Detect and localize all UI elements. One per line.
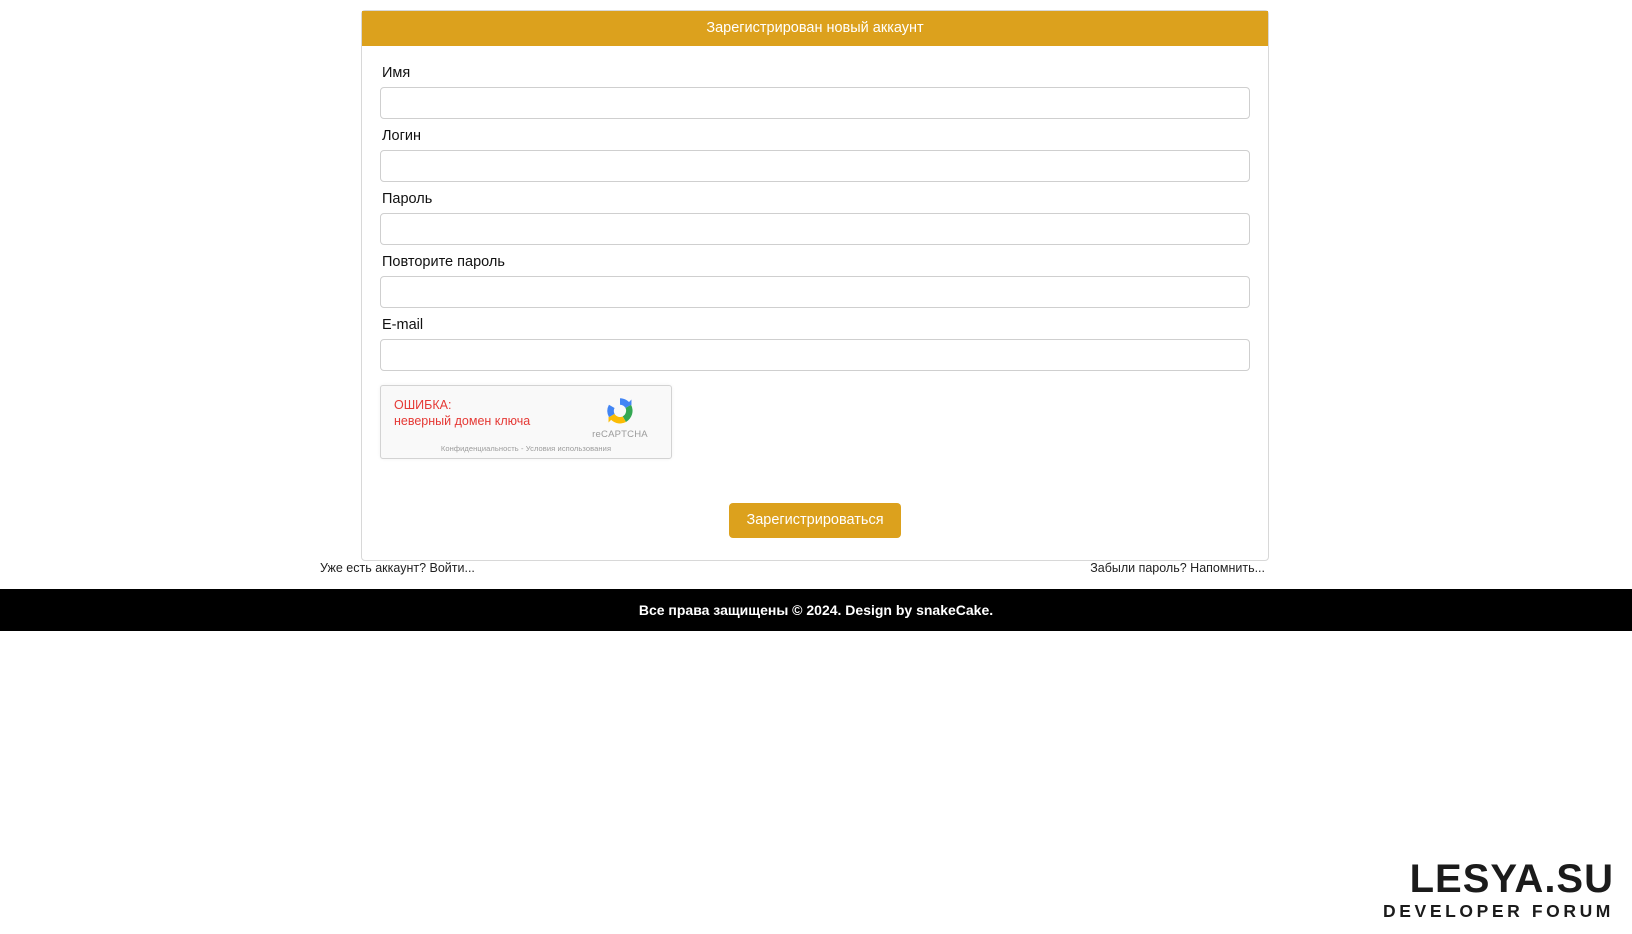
recaptcha-terms-link[interactable]: Условия использования [525,444,612,453]
footer-bar [0,589,1632,631]
label-name: Имя [382,65,411,81]
submit-row [380,503,1250,538]
footer-copyright: Все права защищены © 2024. Design by snakeCake. [638,602,994,618]
register-button[interactable]: Зарегистрироваться [729,503,900,538]
watermark-subtitle: DEVELOPER FORUM [1383,900,1614,921]
label-password-repeat: Повторите пароль [382,254,505,270]
card-header: Зарегистрирован новый аккаунт [362,11,1268,46]
label-email: E-mail [382,317,424,333]
login-link[interactable]: Уже есть аккаунт? Войти... [320,561,475,575]
password-repeat-input[interactable] [380,276,1250,308]
watermark-title: LESYA.SU [1409,856,1614,901]
label-password: Пароль [382,191,433,207]
auxiliary-links [320,561,1265,581]
password-input[interactable] [380,213,1250,245]
recaptcha-brand-label: reCAPTCHA [592,429,648,440]
name-input[interactable] [380,87,1250,119]
site-watermark [1383,856,1614,921]
recaptcha-legal-links [381,444,671,453]
email-input[interactable] [380,339,1250,371]
recaptcha-icon [603,394,637,428]
recaptcha-error-line2: неверный домен ключа [394,414,531,428]
recaptcha-privacy-link[interactable]: Конфиденциальность [440,444,519,453]
recaptcha-logo-block [581,392,659,440]
label-login: Логин [382,128,421,144]
registration-card [361,10,1269,561]
card-body [362,46,1268,560]
recaptcha-error-line1: ОШИБКА: [394,398,452,412]
login-input[interactable] [380,150,1250,182]
recaptcha-widget[interactable] [380,385,672,459]
recaptcha-links-separator: - [520,444,524,453]
forgot-password-link[interactable]: Забыли пароль? Напомнить... [1090,561,1265,575]
recaptcha-error-text [394,397,530,429]
